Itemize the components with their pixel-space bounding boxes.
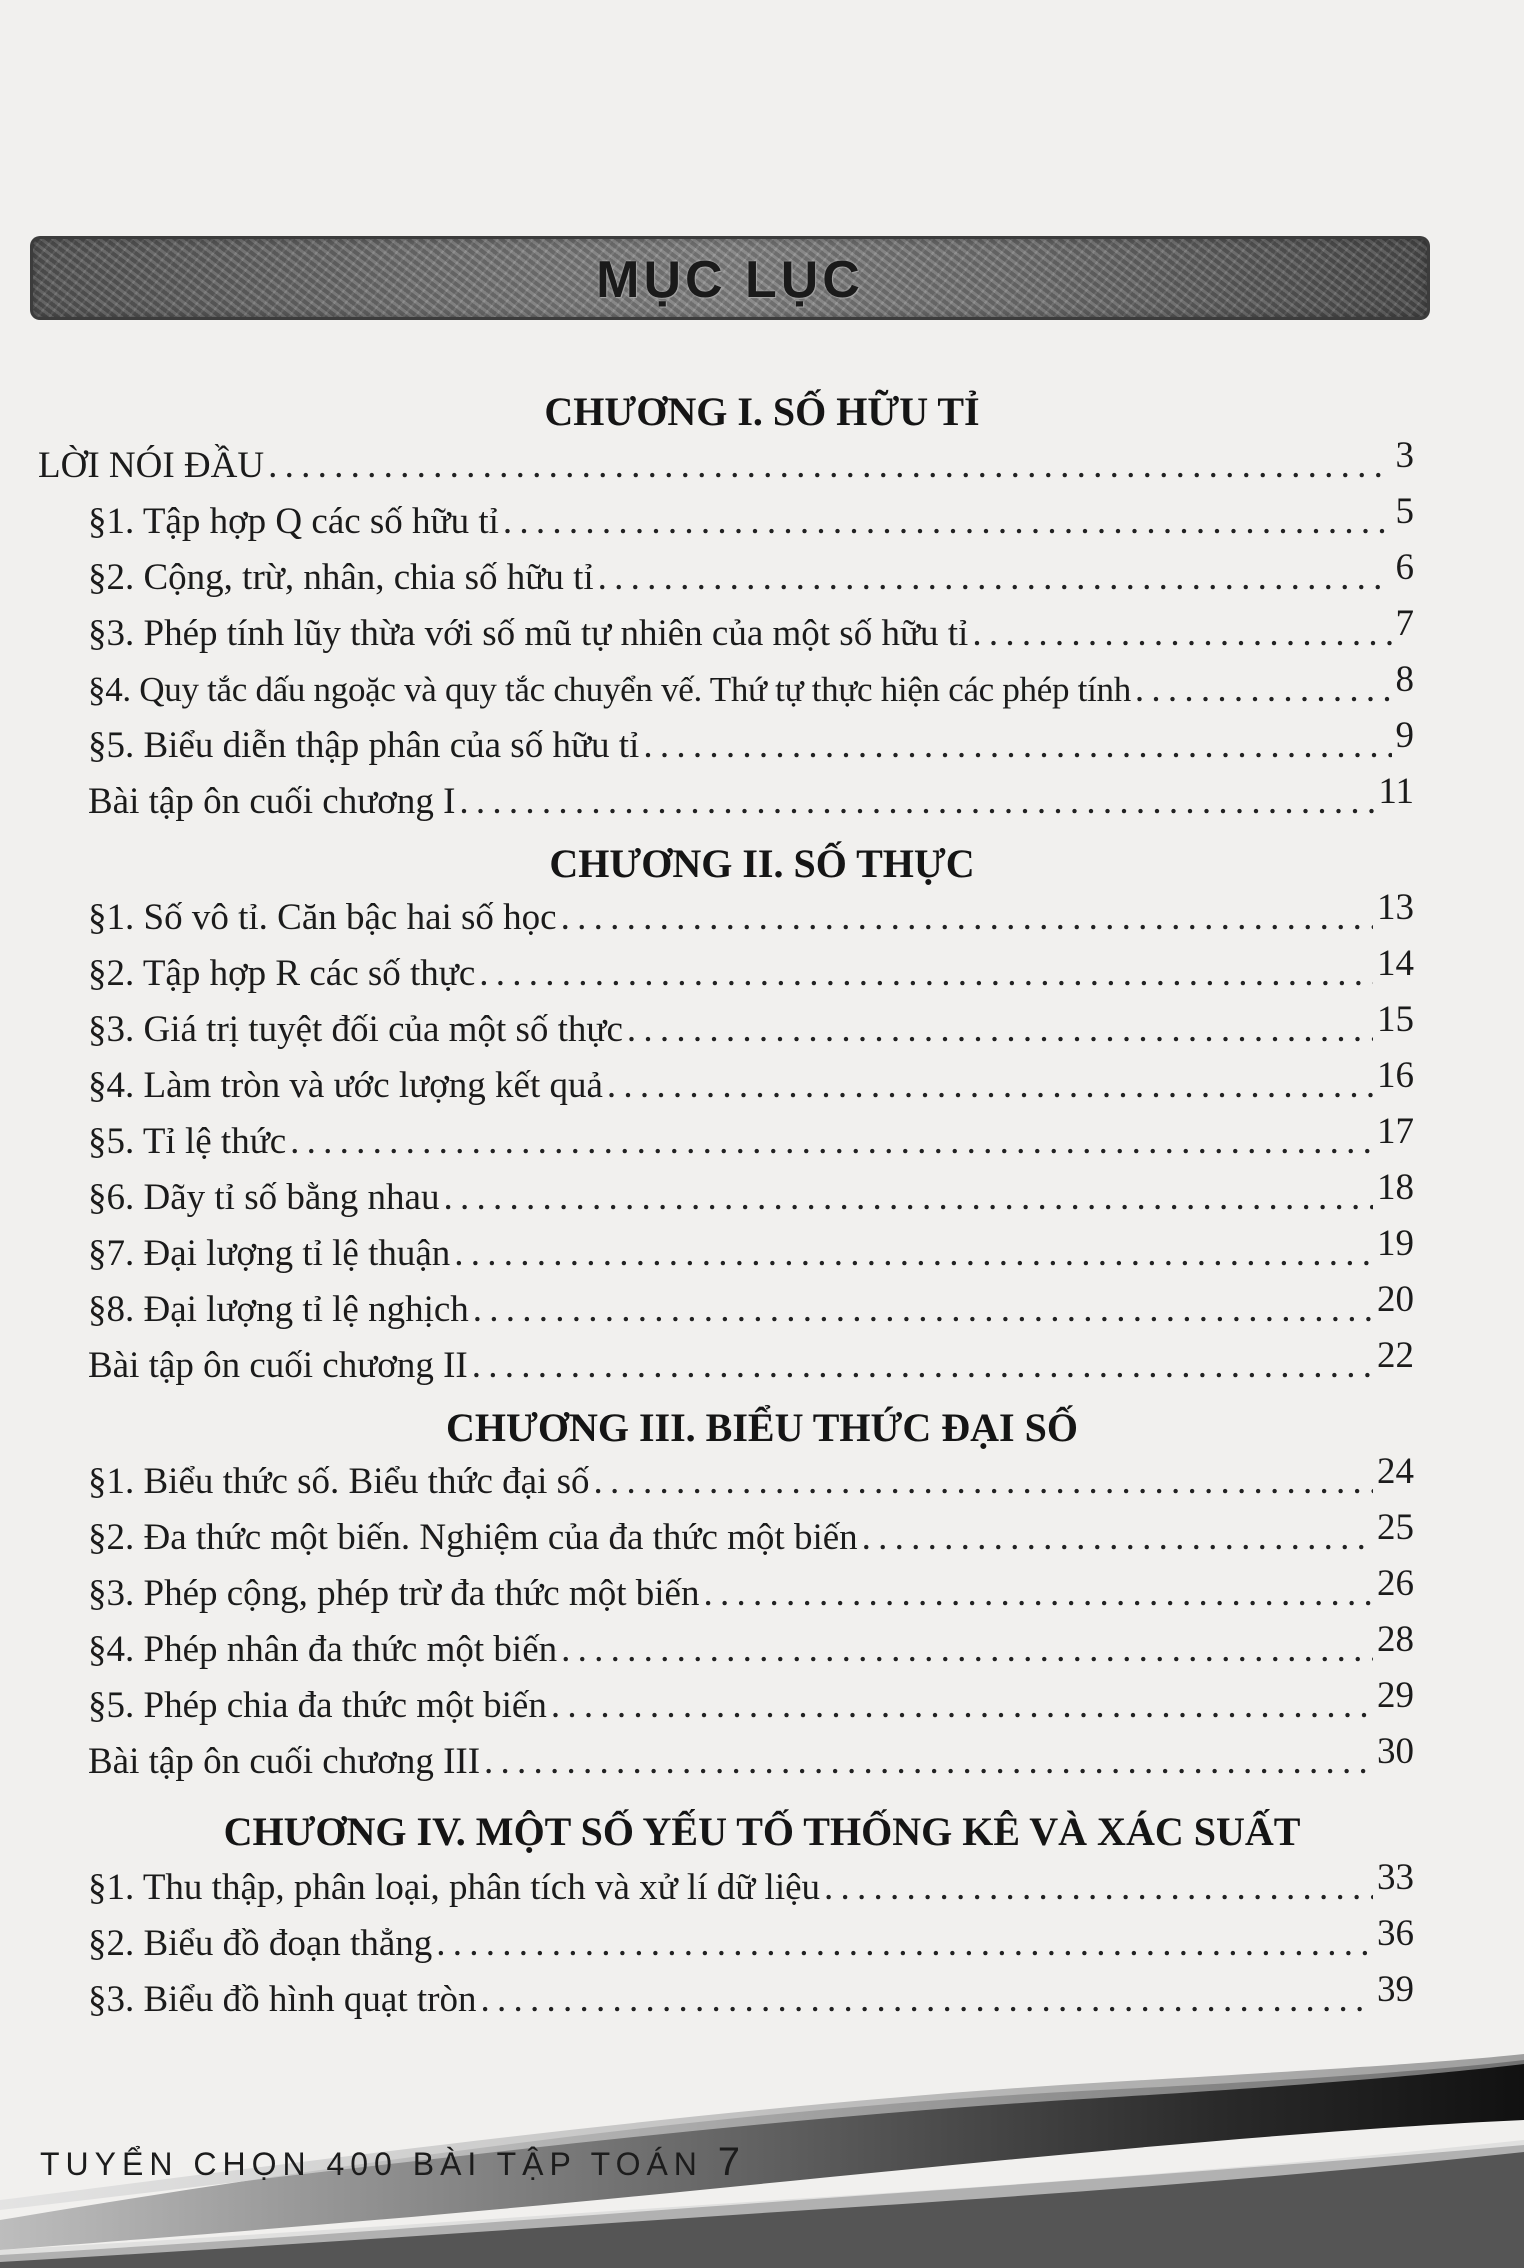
entry-label: §5. Phép chia đa thức một biến <box>88 1685 547 1726</box>
entry-page: 7 <box>1395 603 1414 644</box>
dot-leader <box>436 1922 1373 1965</box>
entry-label: §2. Tập hợp R các số thực <box>88 953 476 994</box>
entry-page: 18 <box>1377 1167 1414 1208</box>
entry-label: §8. Đại lượng tỉ lệ nghịch <box>88 1289 469 1330</box>
toc-entry[interactable] <box>88 1857 1414 1914</box>
toc-entry[interactable] <box>88 659 1414 716</box>
dot-leader <box>454 1232 1373 1275</box>
entry-page: 33 <box>1377 1857 1414 1898</box>
entry-page: 16 <box>1377 1055 1414 1096</box>
dot-leader <box>459 780 1374 823</box>
chapter-title-3: CHƯƠNG III. BIỂU THỨC ĐẠI SỐ <box>446 1405 1078 1450</box>
entry-label: §3. Biểu đồ hình quạt tròn <box>88 1979 477 2020</box>
entry-label: §4. Phép nhân đa thức một biến <box>88 1629 558 1670</box>
toc-entry[interactable] <box>88 715 1414 772</box>
entry-label: §4. Quy tắc dấu ngoặc và quy tắc chuyển vế. Thứ tự thực hiện các phép tính <box>88 670 1131 709</box>
dot-leader <box>473 1288 1373 1331</box>
toc-entry[interactable] <box>88 999 1414 1056</box>
dot-leader <box>627 1008 1373 1051</box>
entry-label: §1. Biểu thức số. Biểu thức đại số <box>88 1461 590 1502</box>
entry-label: Bài tập ôn cuối chương I <box>88 781 456 822</box>
toc-entry[interactable] <box>88 1731 1414 1788</box>
toc-entry[interactable] <box>88 1913 1414 1970</box>
toc-entry[interactable] <box>88 1223 1414 1280</box>
toc-entry[interactable] <box>88 943 1414 1000</box>
entry-label: §2. Biểu đồ đoạn thẳng <box>88 1923 433 1964</box>
dot-leader <box>1135 668 1392 711</box>
dot-leader <box>594 1460 1373 1503</box>
dot-leader <box>480 1978 1373 2021</box>
entry-label: §5. Biểu diễn thập phân của số hữu tỉ <box>88 725 640 766</box>
entry-page: 36 <box>1377 1913 1414 1954</box>
entry-label: Bài tập ôn cuối chương III <box>88 1741 481 1782</box>
dot-leader <box>972 612 1391 655</box>
toc-title: MỤC LỤC <box>596 251 864 309</box>
dot-leader <box>479 952 1373 995</box>
dot-leader <box>561 896 1373 939</box>
dot-leader <box>268 444 1391 487</box>
entry-page: 6 <box>1395 547 1414 588</box>
chapter-title-4: CHƯƠNG IV. MỘT SỐ YẾU TỐ THỐNG KÊ VÀ XÁC SUẤT <box>223 1809 1301 1854</box>
dot-leader <box>643 724 1391 767</box>
entry-label: §4. Làm tròn và ước lượng kết quả <box>88 1065 603 1106</box>
entry-label: LỜI NÓI ĐẦU <box>38 445 265 486</box>
entry-page: 8 <box>1395 659 1414 700</box>
dot-leader <box>824 1866 1373 1909</box>
entry-page: 20 <box>1377 1279 1414 1320</box>
entry-label: Bài tập ôn cuối chương II <box>88 1345 468 1386</box>
toc-entry[interactable] <box>88 1507 1414 1564</box>
toc-entry[interactable] <box>88 1675 1414 1732</box>
toc-entry[interactable] <box>88 887 1414 944</box>
toc-entry[interactable] <box>88 1335 1414 1392</box>
entry-label: §5. Tỉ lệ thức <box>88 1121 287 1162</box>
entry-label: §2. Đa thức một biến. Nghiệm của đa thức một biến <box>88 1517 858 1558</box>
entry-page: 25 <box>1377 1507 1414 1548</box>
dot-leader <box>703 1572 1373 1615</box>
entry-page: 14 <box>1377 943 1414 984</box>
entry-page: 11 <box>1378 771 1414 812</box>
entry-page: 29 <box>1377 1675 1414 1716</box>
entry-page: 39 <box>1377 1969 1414 2010</box>
entry-page: 19 <box>1377 1223 1414 1264</box>
toc-entry[interactable] <box>88 547 1414 604</box>
entry-page: 15 <box>1377 999 1414 1040</box>
dot-leader <box>290 1120 1373 1163</box>
entry-page: 26 <box>1377 1563 1414 1604</box>
toc-entry[interactable] <box>88 1167 1414 1224</box>
footer-series-text: TUYỂN CHỌN 400 BÀI TẬP TOÁN <box>40 2146 703 2182</box>
entry-label: §6. Dãy tỉ số bằng nhau <box>88 1177 440 1218</box>
toc-entry[interactable] <box>88 1619 1414 1676</box>
dot-leader <box>472 1344 1373 1387</box>
entry-page: 5 <box>1395 491 1414 532</box>
chapter-title-2: CHƯƠNG II. SỐ THỰC <box>549 841 975 886</box>
entry-page: 17 <box>1377 1111 1414 1152</box>
entry-label: §7. Đại lượng tỉ lệ thuận <box>88 1233 451 1274</box>
entry-page: 3 <box>1395 435 1414 476</box>
dot-leader <box>551 1684 1373 1727</box>
chapter-title-1: CHƯƠNG I. SỐ HỮU TỈ <box>544 389 980 434</box>
toc-entry[interactable] <box>88 1563 1414 1620</box>
footer-book-title <box>40 2140 742 2185</box>
entry-label: §1. Thu thập, phân loại, phân tích và xử lí dữ liệu <box>88 1867 821 1908</box>
toc-entry[interactable] <box>88 1111 1414 1168</box>
entry-page: 13 <box>1377 887 1414 928</box>
dot-leader <box>503 500 1392 543</box>
entry-page: 28 <box>1377 1619 1414 1660</box>
entry-page: 22 <box>1377 1335 1414 1376</box>
entry-label: §1. Tập hợp Q các số hữu tỉ <box>88 501 499 542</box>
dot-leader <box>598 556 1392 599</box>
dot-leader <box>561 1628 1373 1671</box>
dot-leader <box>607 1064 1373 1107</box>
toc-entry[interactable] <box>88 603 1414 660</box>
entry-label: §3. Phép tính lũy thừa với số mũ tự nhiên của một số hữu tỉ <box>88 613 969 654</box>
toc-entry[interactable] <box>88 1055 1414 1112</box>
dot-leader <box>484 1740 1373 1783</box>
entry-label: §3. Phép cộng, phép trừ đa thức một biến <box>88 1573 700 1614</box>
entry-label: §2. Cộng, trừ, nhân, chia số hữu tỉ <box>88 557 594 598</box>
dot-leader <box>443 1176 1373 1219</box>
entry-page: 24 <box>1377 1451 1414 1492</box>
dot-leader <box>862 1516 1373 1559</box>
entry-page: 9 <box>1395 715 1414 756</box>
toc-entry[interactable] <box>88 1279 1414 1336</box>
entry-label: §1. Số vô tỉ. Căn bậc hai số học <box>88 897 557 938</box>
toc-entry[interactable] <box>88 1969 1414 2026</box>
toc-entry[interactable] <box>88 771 1414 828</box>
entry-label: §3. Giá trị tuyệt đối của một số thực <box>88 1009 623 1050</box>
entry-page: 30 <box>1377 1731 1414 1772</box>
toc-entry-intro[interactable] <box>38 435 1414 492</box>
toc-entry[interactable] <box>88 1451 1414 1508</box>
toc-header-banner <box>30 236 1430 320</box>
toc-entry[interactable] <box>88 491 1414 548</box>
footer-grade-number: 7 <box>717 2140 743 2184</box>
